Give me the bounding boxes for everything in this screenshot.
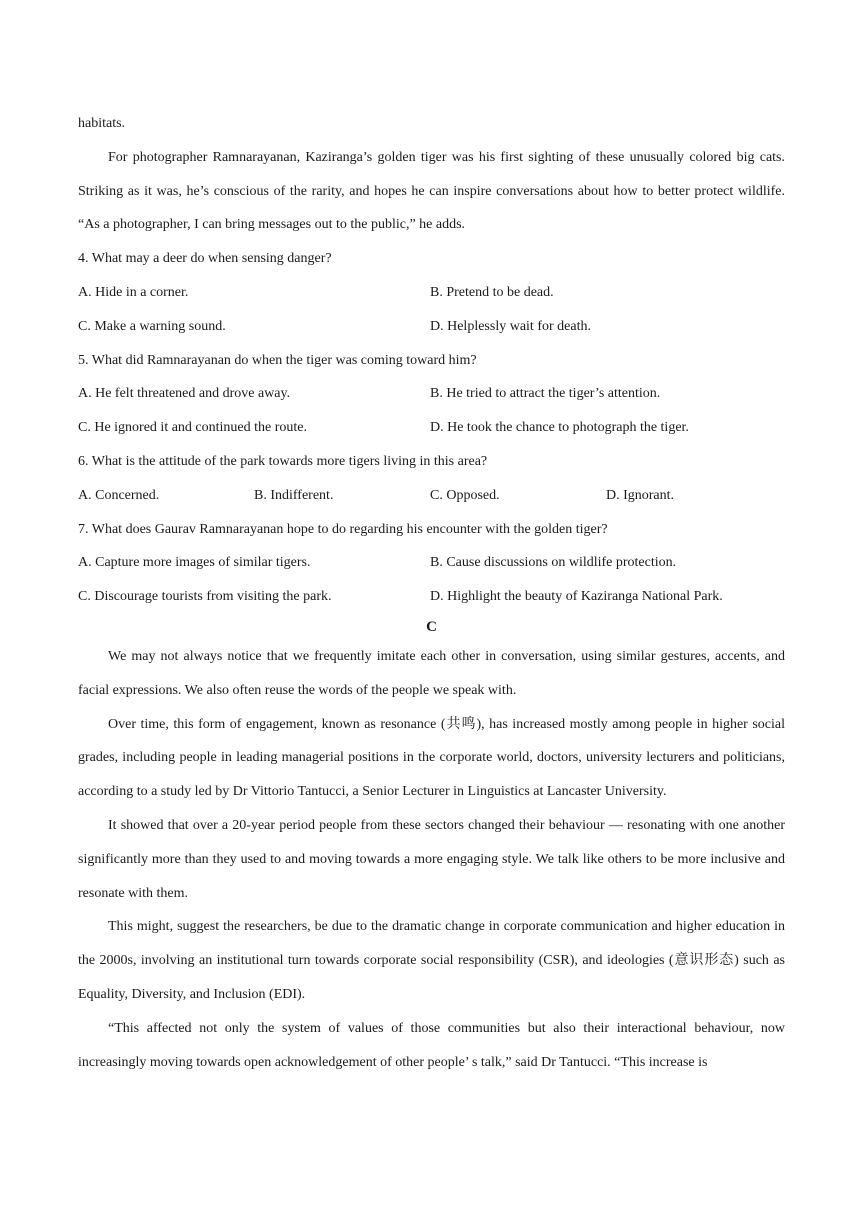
option-a: A. He felt threatened and drove away.	[78, 386, 291, 402]
options-row	[78, 580, 785, 614]
option-c: C. Discourage tourists from visiting the park.	[78, 589, 332, 605]
question-stem: 5. What did Ramnarayanan do when the tiger was coming toward him?	[78, 352, 477, 368]
question-6	[78, 445, 785, 513]
question-4	[78, 242, 785, 343]
passage-paragraph: This might, suggest the researchers, be due to the dramatic change in corporate communication and higher education in the 2000s, involving an institutional turn towards corporate social responsibility (CSR), and ideologies (意识形态) such as Equality, Diversity, and Inclusion (EDI).	[78, 919, 785, 1002]
option-a: A. Concerned.	[78, 487, 160, 503]
question-stem: 7. What does Gaurav Ramnarayanan hope to do regarding his encounter with the golden tiger?	[78, 521, 608, 537]
question-stem: 4. What may a deer do when sensing danger?	[78, 251, 332, 267]
section-heading: C	[426, 618, 437, 635]
option-d: D. Ignorant.	[606, 487, 675, 503]
option-d: D. Highlight the beauty of Kaziranga National Park.	[430, 589, 723, 605]
option-d: D. He took the chance to photograph the tiger.	[430, 420, 689, 436]
passage-paragraph: “This affected not only the system of values of those communities but also their interactional behaviour, now increasingly moving towards open acknowledgement of other people’ s talk,” said Dr Tantucci. “This increase is	[78, 1020, 785, 1070]
option-b: B. Indifferent.	[254, 487, 334, 503]
continuation-text: habitats.	[78, 116, 126, 131]
option-c: C. He ignored it and continued the route.	[78, 420, 307, 436]
passage-paragraph: It showed that over a 20-year period people from these sectors changed their behaviour — resonating with one another significantly more than they used to and moving towards a more engaging style. We talk like others to be more inclusive and resonate with them.	[78, 817, 785, 901]
question-stem: 6. What is the attitude of the park towards more tigers living in this area?	[78, 453, 488, 469]
option-d: D. Helplessly wait for death.	[430, 318, 591, 334]
question-7	[78, 513, 785, 614]
options-row	[78, 276, 785, 310]
document-page	[78, 107, 785, 1079]
options-row	[78, 310, 785, 344]
option-c: C. Opposed.	[430, 487, 500, 503]
option-b: B. He tried to attract the tiger’s attention.	[430, 386, 661, 402]
options-row	[78, 546, 785, 580]
passage-paragraph: We may not always notice that we frequently imitate each other in conversation, using similar gestures, accents, and facial expressions. We also often reuse the words of the people we speak with.	[78, 648, 785, 698]
option-a: A. Hide in a corner.	[78, 284, 189, 300]
passage-paragraph: Over time, this form of engagement, known as resonance (共鸣), has increased mostly among people in higher social grades, including people in leading managerial positions in the corporate world, doctors, university lecturers and politicians, according to a study led by Dr Vittorio Tantucci, a Senior Lecturer in Linguistics at Lancaster University.	[78, 716, 785, 800]
option-b: B. Cause discussions on wildlife protection.	[430, 555, 677, 571]
options-row	[78, 479, 785, 513]
option-b: B. Pretend to be dead.	[430, 284, 554, 300]
passage-paragraph: For photographer Ramnarayanan, Kaziranga’s golden tiger was his first sighting of these unusually colored big cats. Striking as it was, he’s conscious of the rarity, and hopes he can inspire conversations about how to better protect wildlife. “As a photographer, I can bring messages out to the public,” he adds.	[78, 149, 785, 233]
options-row	[78, 411, 785, 445]
question-5	[78, 344, 785, 445]
options-row	[78, 377, 785, 411]
option-c: C. Make a warning sound.	[78, 318, 226, 334]
option-a: A. Capture more images of similar tigers.	[78, 555, 311, 571]
